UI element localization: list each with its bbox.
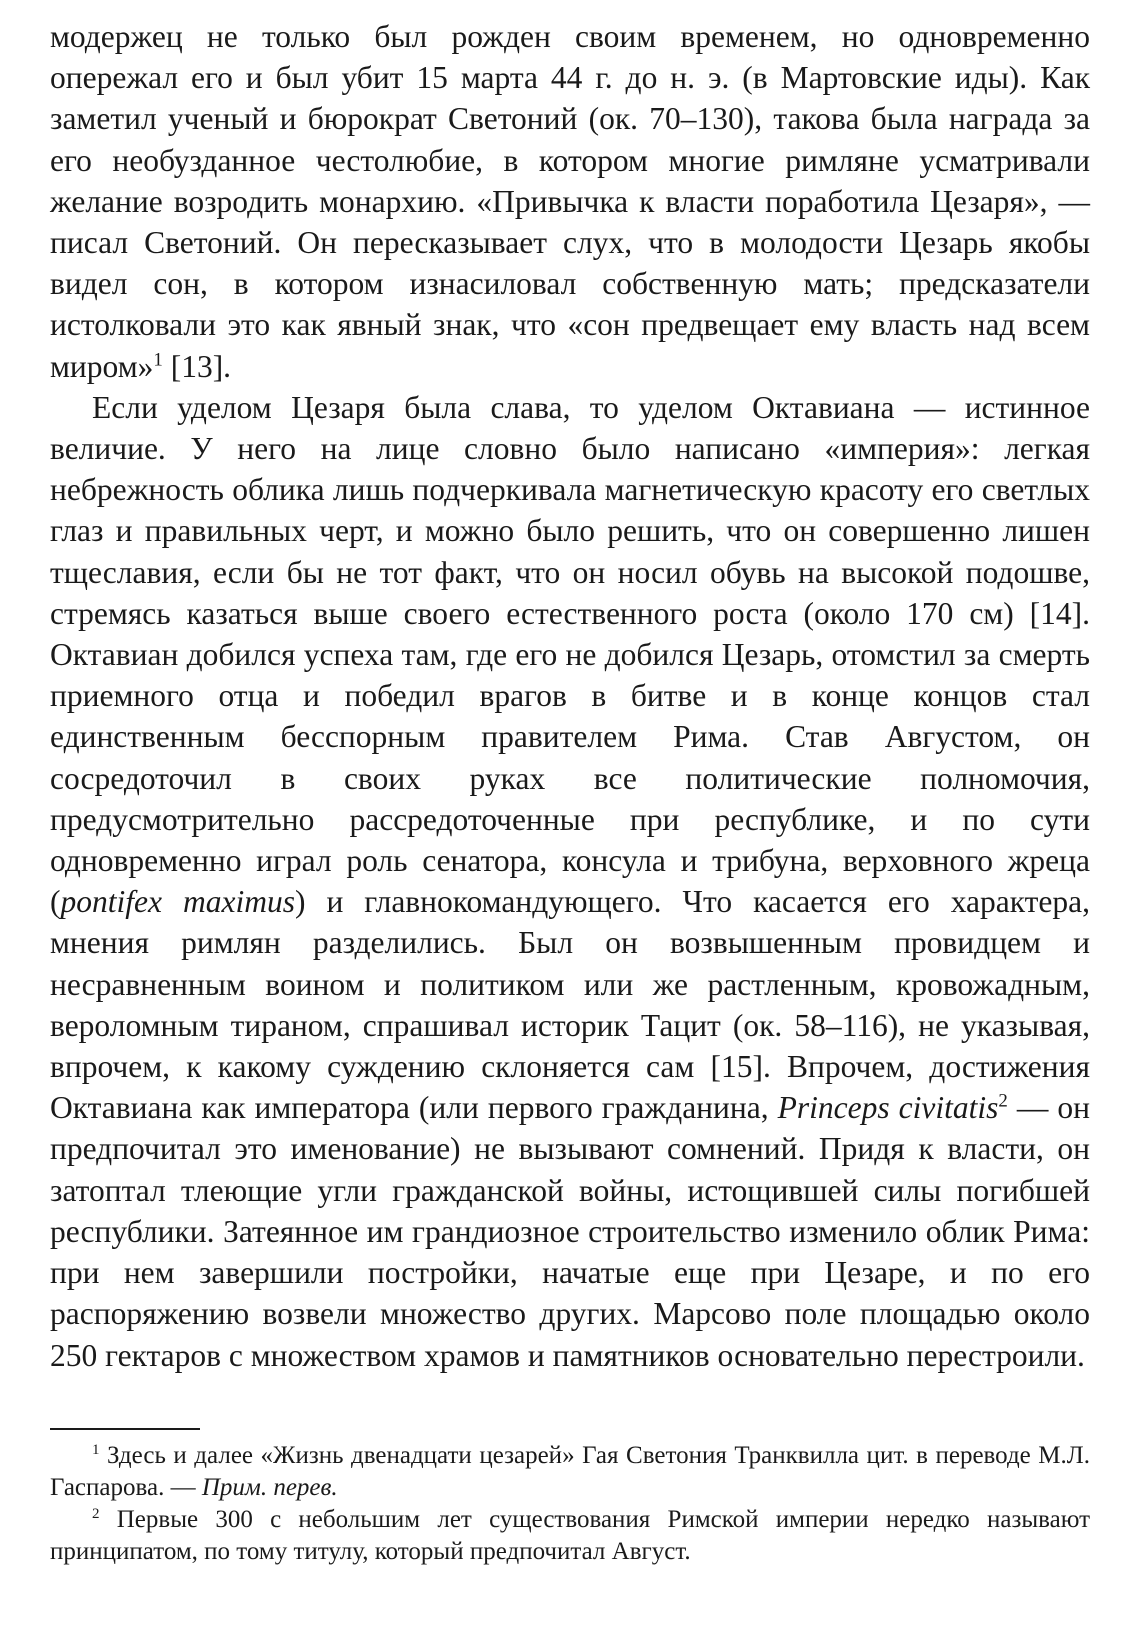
footnote-marker: 1 — [153, 349, 163, 371]
body-text — [50, 16, 1090, 1376]
footnotes — [50, 1440, 1090, 1568]
italic-text: Princeps civitatis — [777, 1090, 999, 1126]
footnote-rule — [50, 1428, 200, 1430]
paragraph — [50, 387, 1090, 1376]
text-run: модержец не только был рожден своим временем, но одновременно опережал его и был убит 15 марта 44 г. до н. э. (в Мартовские иды). Как заметил ученый и бюрократ Светоний (ок. 70–130), такова была награда за его необузданное честолюбие, в котором многие римляне усматривали желание возродить монархию. «Привычка к власти поработила Цезаря», — писал Светоний. Он пересказывает слух, что в молодости Цезарь якобы видел сон, в котором изнасиловал собственную мать; предсказатели истолковали это как явный знак, что «сон предвещает ему власть над всем миром» — [50, 19, 1090, 384]
text-run: Первые 300 с небольшим лет существования Римской империи нередко называют принципатом, по тому титулу, который предпочитал Август. — [50, 1505, 1090, 1565]
text-run: Здесь и далее «Жизнь двенадцати цезарей» Гая Светония Транквилла цит. в переводе М.Л. Гаспарова. — — [50, 1441, 1090, 1501]
footnote-marker: 1 — [92, 1441, 100, 1458]
book-page — [50, 16, 1090, 1568]
footnote — [50, 1504, 1090, 1568]
paragraph — [50, 16, 1090, 387]
text-run: Если уделом Цезаря была слава, то уделом Октавиана — истинное величие. У него на лице словно было написано «империя»: легкая небрежность облика лишь подчеркивала магнетическую красоту его светлых глаз и правильных черт, и можно было решить, что он совершенно лишен тщеславия, если бы не тот факт, что он носил обувь на высокой подошве, стремясь казаться выше своего естественного роста (около 170 см) [14]. Октавиан добился успеха там, где его не добился Цезарь, отомстил за смерть приемного отца и победил врагов в битве и в конце концов стал единственным бесспорным правителем Рима. Став Августом, он сосредоточил в своих руках все политические полномочия, предусмотрительно рассредоточенные при республике, и по сути одновременно играл роль сенатора, консула и трибуна, верховного жреца ( — [50, 389, 1090, 920]
footnote — [50, 1440, 1090, 1504]
text-run: [13]. — [162, 348, 232, 384]
footnote-marker: 2 — [92, 1505, 100, 1522]
text-run: — он предпочитал это именование) не вызывают сомнений. Придя к власти, он затоптал тлеющие угли гражданской войны, истощившей силы погибшей республики. Затеянное им грандиозное строительство изменило облик Рима: при нем завершили постройки, начатые еще при Цезаре, и по его распоряжению возвели множество других. Марсово поле площадью около 250 гектаров с множеством храмов и памятников основательно перестроили. — [50, 1090, 1091, 1373]
footnote-marker: 2 — [998, 1090, 1008, 1112]
italic-text: Прим. перев. — [201, 1473, 338, 1501]
italic-text: pontifex maximus — [60, 884, 295, 920]
text-run: ) и главнокомандующего. Что касается его характера, мнения римлян разделились. Был он возвышенным провидцем и несравненным воином и политиком или же растленным, кровожадным, вероломным тираном, спрашивал историк Тацит (ок. 58–116), не указывая, впрочем, к какому суждению склоняется сам [15]. Впрочем, достижения Октавиана как императора (или первого гражданина, — [50, 884, 1090, 1126]
